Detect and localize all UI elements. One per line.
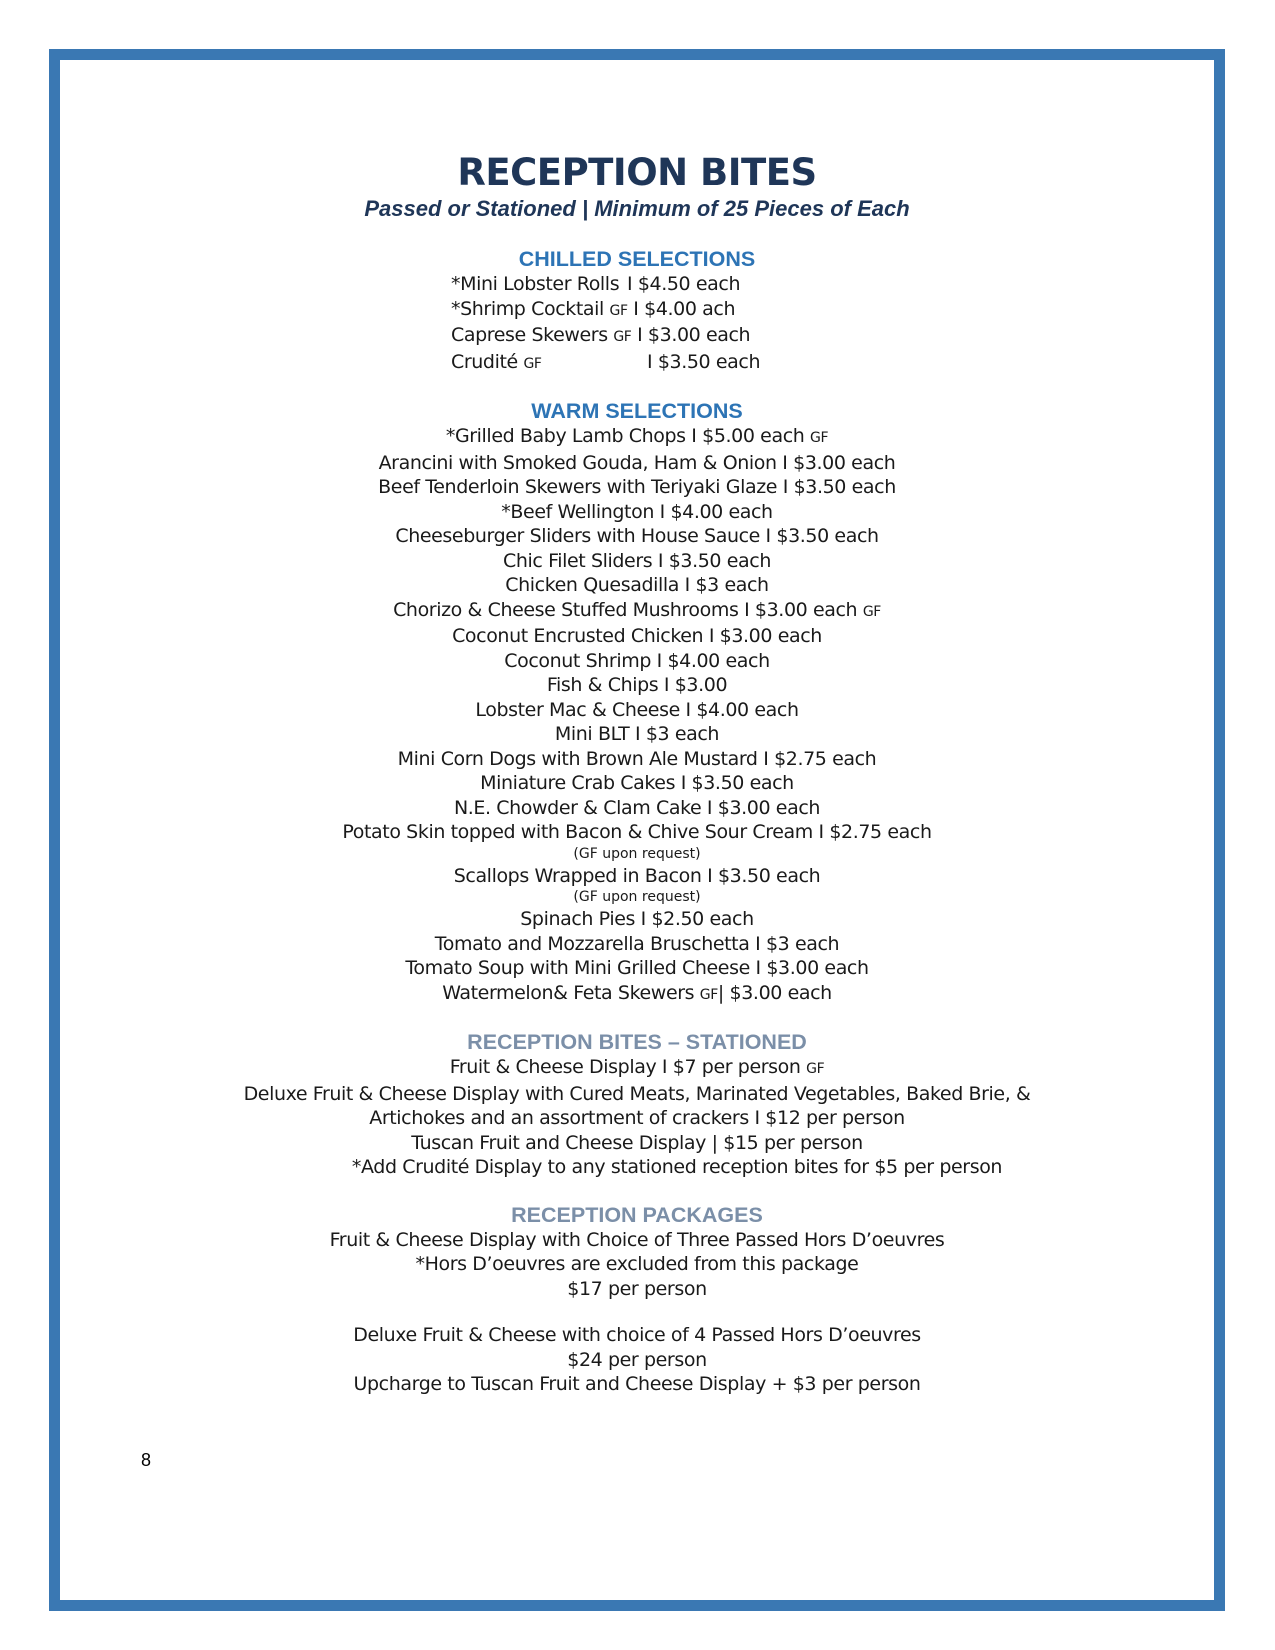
gf-tag: GF [810,430,829,446]
item-text: Mini Corn Dogs with Brown Ale Mustard I $2.75 each [397,747,877,770]
menu-item [60,297,1214,324]
menu-item [60,747,1214,772]
item-text: *Grilled Baby Lamb Chops I $5.00 each [445,425,805,447]
gf-tag: GF [613,329,632,345]
item-text: Tomato and Mozzarella Bruschetta I $3 each [434,932,840,955]
menu-item [60,624,1214,649]
page-title: RECEPTION BITES [457,151,817,194]
item-text: Scallops Wrapped in Bacon I $3.50 each [453,864,821,887]
menu-item [60,907,1214,932]
item-text: Potato Skin topped with Bacon & Chive Sour Cream I $2.75 each [342,821,932,843]
gf-tag: GF [609,302,628,319]
menu-item [60,598,1214,625]
menu-item [60,549,1214,574]
menu-item [60,475,1214,500]
item-text: *Add Crudité Display to any stationed reception bites for $5 per person [351,1156,1003,1178]
warm-list [60,424,1214,1007]
gf-tag: GF [862,603,881,620]
package-line: Upcharge to Tuscan Fruit and Cheese Display + $3 per person [353,1373,921,1395]
package-line: Deluxe Fruit & Cheese with choice of 4 Passed Hors D’oeuvres [353,1324,921,1346]
item-price: I $4.50 each [627,273,741,295]
warm-heading: WARM SELECTIONS [531,399,743,423]
menu-item [60,451,1214,476]
menu-item [60,673,1214,698]
stationed-heading: RECEPTION BITES – STATIONED [467,1030,807,1054]
menu-page [60,150,1214,1419]
item-name: *Mini Lobster Rolls [451,273,620,295]
item-text: Beef Tenderloin Skewers with Teriyaki Glaze I $3.50 each [378,476,896,498]
gf-tag: GF [806,1061,825,1077]
item-text: Fish & Chips I $3.00 [546,674,728,696]
menu-item [60,424,1214,451]
item-text: Chicken Quesadilla I $3 each [505,574,769,596]
page-subtitle: Passed or Stationed | Minimum of 25 Pieces of Each [364,196,910,221]
chilled-section [60,246,1214,376]
menu-item [60,1131,1214,1156]
menu-item [60,820,1214,845]
menu-item [60,524,1214,549]
item-text: Deluxe Fruit & Cheese Display with Cured Meats, Marinated Vegetables, Baked Brie, & [243,1082,1031,1105]
menu-item [60,1106,1214,1131]
item-price: I $3.00 each [637,324,751,346]
menu-item [60,500,1214,525]
item-text: *Beef Wellington I $4.00 each [501,500,773,523]
item-text: Arancini with Smoked Gouda, Ham & Onion I $3.00 each [378,451,896,474]
item-text: Artichokes and an assortment of crackers I $12 per person [369,1107,905,1129]
menu-item [60,1055,1214,1082]
item-note: (GF upon request) [573,845,701,862]
menu-item [60,1082,1214,1107]
item-price: I $4.00 ach [633,297,736,320]
package-price: $17 per person [567,1277,707,1300]
item-text: Cheeseburger Sliders with House Sauce I $3.50 each [395,525,879,547]
item-text: Chorizo & Cheese Stuffed Mushrooms I $3.00 each [393,598,858,621]
stationed-section [60,1029,1214,1180]
item-price: | $3.00 each [717,981,832,1004]
item-text: Mini BLT I $3 each [554,723,720,745]
menu-item [60,771,1214,796]
menu-item [60,722,1214,747]
menu-item [60,649,1214,674]
item-text: Fruit & Cheese Display I $7 per person [449,1056,801,1078]
menu-item [60,272,1214,297]
packages-section [60,1202,1214,1397]
menu-item [60,932,1214,957]
item-text: Spinach Pies I $2.50 each [520,908,754,930]
item-name: Caprese Skewers [451,324,608,346]
menu-item [60,981,1214,1008]
item-text: N.E. Chowder & Clam Cake I $3.00 each [453,796,821,819]
item-name: *Shrimp Cocktail [451,297,604,320]
menu-item [60,573,1214,598]
gf-tag: GF [523,355,542,372]
item-text: Chic Filet Sliders I $3.50 each [503,549,771,572]
item-price: I $3.50 each [647,350,761,373]
menu-item [60,698,1214,723]
item-text: Coconut Shrimp I $4.00 each [504,649,770,672]
item-text: Lobster Mac & Cheese I $4.00 each [475,698,799,721]
item-name-wrap [451,350,647,377]
menu-item [60,350,1214,377]
menu-note [60,1155,1214,1180]
package-line: Fruit & Cheese Display with Choice of Three Passed Hors D’oeuvres [329,1228,945,1251]
item-text: Tuscan Fruit and Cheese Display | $15 per person [411,1131,863,1154]
item-note: (GF upon request) [573,889,701,905]
menu-item [60,796,1214,821]
menu-item [60,864,1214,889]
packages-heading: RECEPTION PACKAGES [511,1202,763,1227]
warm-section [60,398,1214,1007]
page-number: 8 [141,1450,152,1470]
menu-item [60,956,1214,981]
chilled-heading: CHILLED SELECTIONS [518,247,756,271]
gf-tag: GF [699,986,718,1003]
item-text: Watermelon& Feta Skewers [442,981,695,1004]
item-text: Coconut Encrusted Chicken I $3.00 each [452,625,822,647]
item-name: Crudité [451,350,518,373]
item-text: Miniature Crab Cakes I $3.50 each [480,772,794,794]
menu-item [60,323,1214,350]
package-line: *Hors D’oeuvres are excluded from this package [415,1253,859,1275]
item-text: Tomato Soup with Mini Grilled Cheese I $3.00 each [405,957,869,979]
package-price: $24 per person [567,1348,707,1371]
